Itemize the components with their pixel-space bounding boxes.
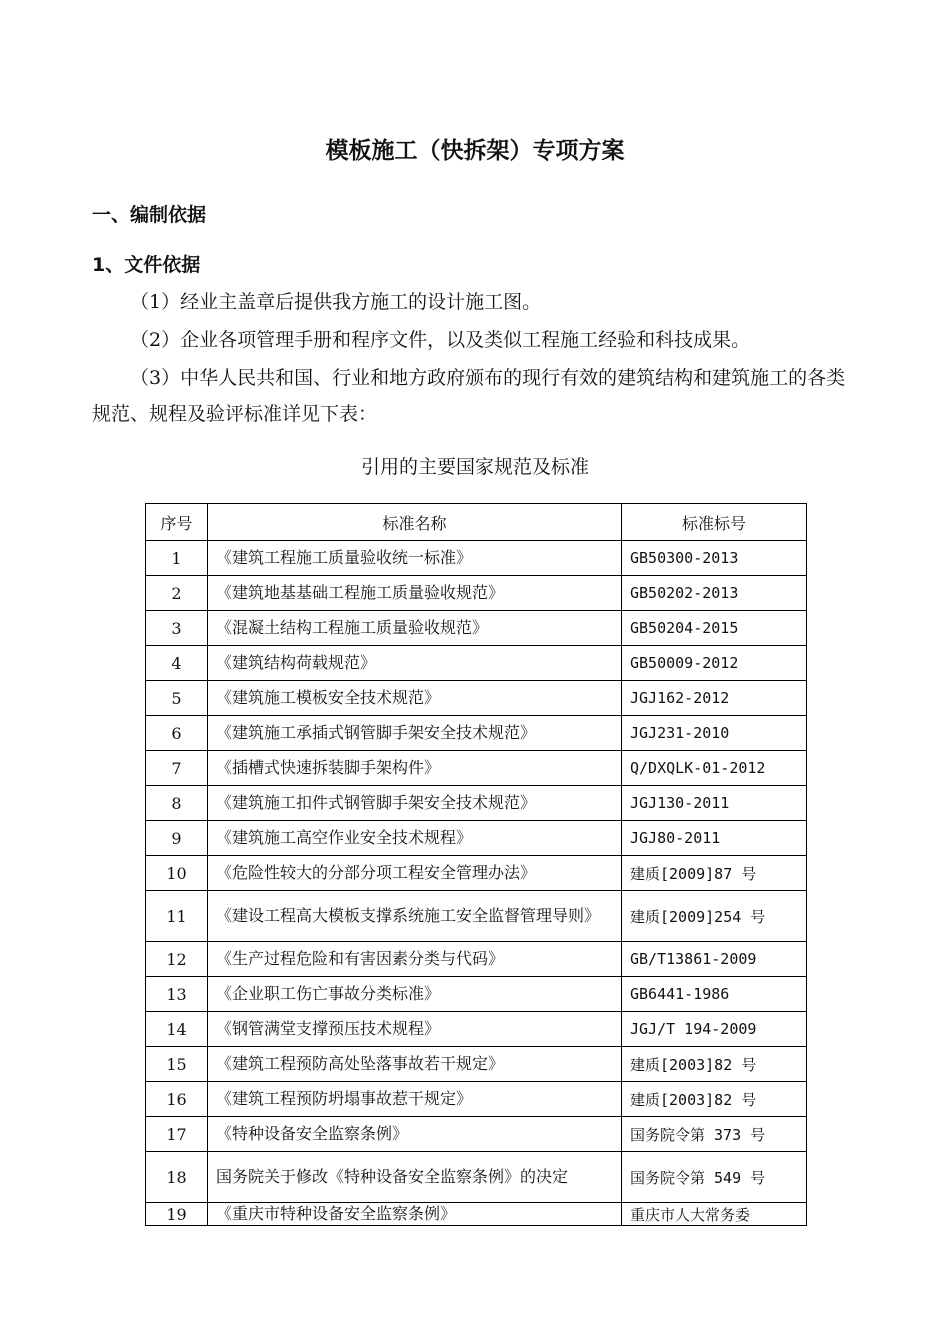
table-row: [146, 786, 807, 821]
standard-name: 《生产过程危险和有害因素分类与代码》: [208, 942, 622, 977]
table-row: [146, 576, 807, 611]
table-row: [146, 891, 807, 942]
table-row: [146, 821, 807, 856]
standard-name: 《建筑施工承插式钢管脚手架安全技术规范》: [208, 716, 622, 751]
standard-code: 重庆市人大常务委: [622, 1203, 807, 1226]
table-row: [146, 751, 807, 786]
standard-name: 《建筑结构荷载规范》: [208, 646, 622, 681]
standard-code: JGJ130-2011: [622, 786, 807, 821]
section-heading: 一、编制依据: [92, 204, 207, 226]
table-row: [146, 1047, 807, 1082]
row-number: 14: [146, 1012, 208, 1047]
row-number: 8: [146, 786, 208, 821]
standard-code: GB50300-2013: [622, 541, 807, 576]
table-row: [146, 1082, 807, 1117]
standard-code: JGJ231-2010: [622, 716, 807, 751]
standard-name: 《建筑施工高空作业安全技术规程》: [208, 821, 622, 856]
table-row: [146, 716, 807, 751]
row-number: 3: [146, 611, 208, 646]
standard-code: GB50202-2013: [622, 576, 807, 611]
standard-name: 《特种设备安全监察条例》: [208, 1117, 622, 1152]
row-number: 13: [146, 977, 208, 1012]
table-row: [146, 1012, 807, 1047]
row-number: 5: [146, 681, 208, 716]
standard-name: 国务院关于修改《特种设备安全监察条例》的决定: [208, 1152, 622, 1203]
table-row: [146, 1152, 807, 1203]
table-row: [146, 1117, 807, 1152]
standard-name: 《企业职工伤亡事故分类标准》: [208, 977, 622, 1012]
row-number: 10: [146, 856, 208, 891]
standards-table: [145, 503, 807, 1226]
header-code: 标准标号: [622, 504, 807, 541]
table-row: [146, 977, 807, 1012]
row-number: 7: [146, 751, 208, 786]
standard-name: 《建筑工程预防高处坠落事故若干规定》: [208, 1047, 622, 1082]
table-row: [146, 856, 807, 891]
row-number: 4: [146, 646, 208, 681]
standard-code: Q/DXQLK-01-2012: [622, 751, 807, 786]
standard-code: JGJ/T 194-2009: [622, 1012, 807, 1047]
standard-code: 建质[2009]87 号: [622, 856, 807, 891]
header-name: 标准名称: [208, 504, 622, 541]
standard-name: 《危险性较大的分部分项工程安全管理办法》: [208, 856, 622, 891]
standard-name: 《建筑工程预防坍塌事故惹干规定》: [208, 1082, 622, 1117]
document-title: 模板施工（快拆架）专项方案: [325, 138, 625, 164]
standard-name: 《重庆市特种设备安全监察条例》: [208, 1203, 622, 1226]
standard-code: GB6441-1986: [622, 977, 807, 1012]
standard-name: 《建筑工程施工质量验收统一标准》: [208, 541, 622, 576]
row-number: 19: [146, 1203, 208, 1226]
row-number: 17: [146, 1117, 208, 1152]
header-num: 序号: [146, 504, 208, 541]
row-number: 6: [146, 716, 208, 751]
row-number: 12: [146, 942, 208, 977]
table-row: [146, 1203, 807, 1226]
standard-code: 建质[2003]82 号: [622, 1047, 807, 1082]
standard-name: 《建设工程高大模板支撑系统施工安全监督管理导则》: [208, 891, 622, 942]
table-body: [146, 541, 807, 1226]
standard-name: 《建筑施工扣件式钢管脚手架安全技术规范》: [208, 786, 622, 821]
table-row: [146, 646, 807, 681]
standard-name: 《插槽式快速拆装脚手架构件》: [208, 751, 622, 786]
table-header-row: [146, 504, 807, 541]
table-row: [146, 942, 807, 977]
standard-code: 国务院令第 373 号: [622, 1117, 807, 1152]
paragraph-1: （1）经业主盖章后提供我方施工的设计施工图。: [130, 291, 542, 313]
standard-code: GB50204-2015: [622, 611, 807, 646]
table-row: [146, 681, 807, 716]
standard-code: GB/T13861-2009: [622, 942, 807, 977]
table-row: [146, 611, 807, 646]
subsection-heading: 1、文件依据: [92, 254, 201, 276]
standard-name: 《钢管满堂支撑预压技术规程》: [208, 1012, 622, 1047]
row-number: 15: [146, 1047, 208, 1082]
standard-name: 《建筑施工模板安全技术规范》: [208, 681, 622, 716]
standard-code: JGJ80-2011: [622, 821, 807, 856]
row-number: 16: [146, 1082, 208, 1117]
standard-code: GB50009-2012: [622, 646, 807, 681]
standard-code: JGJ162-2012: [622, 681, 807, 716]
table-caption: 引用的主要国家规范及标准: [360, 456, 589, 478]
row-number: 2: [146, 576, 208, 611]
standard-code: 国务院令第 549 号: [622, 1152, 807, 1203]
row-number: 11: [146, 891, 208, 942]
table-row: [146, 541, 807, 576]
standard-name: 《建筑地基基础工程施工质量验收规范》: [208, 576, 622, 611]
standard-name: 《混凝土结构工程施工质量验收规范》: [208, 611, 622, 646]
paragraph-2: （2）企业各项管理手册和程序文件，以及类似工程施工经验和科技成果。: [130, 329, 751, 351]
paragraph-3: （3）中华人民共和国、行业和地方政府颁布的现行有效的建筑结构和建筑施工的各类规范、规程及验评标准详见下表：: [92, 367, 846, 425]
row-number: 18: [146, 1152, 208, 1203]
row-number: 9: [146, 821, 208, 856]
row-number: 1: [146, 541, 208, 576]
standard-code: 建质[2009]254 号: [622, 891, 807, 942]
standard-code: 建质[2003]82 号: [622, 1082, 807, 1117]
